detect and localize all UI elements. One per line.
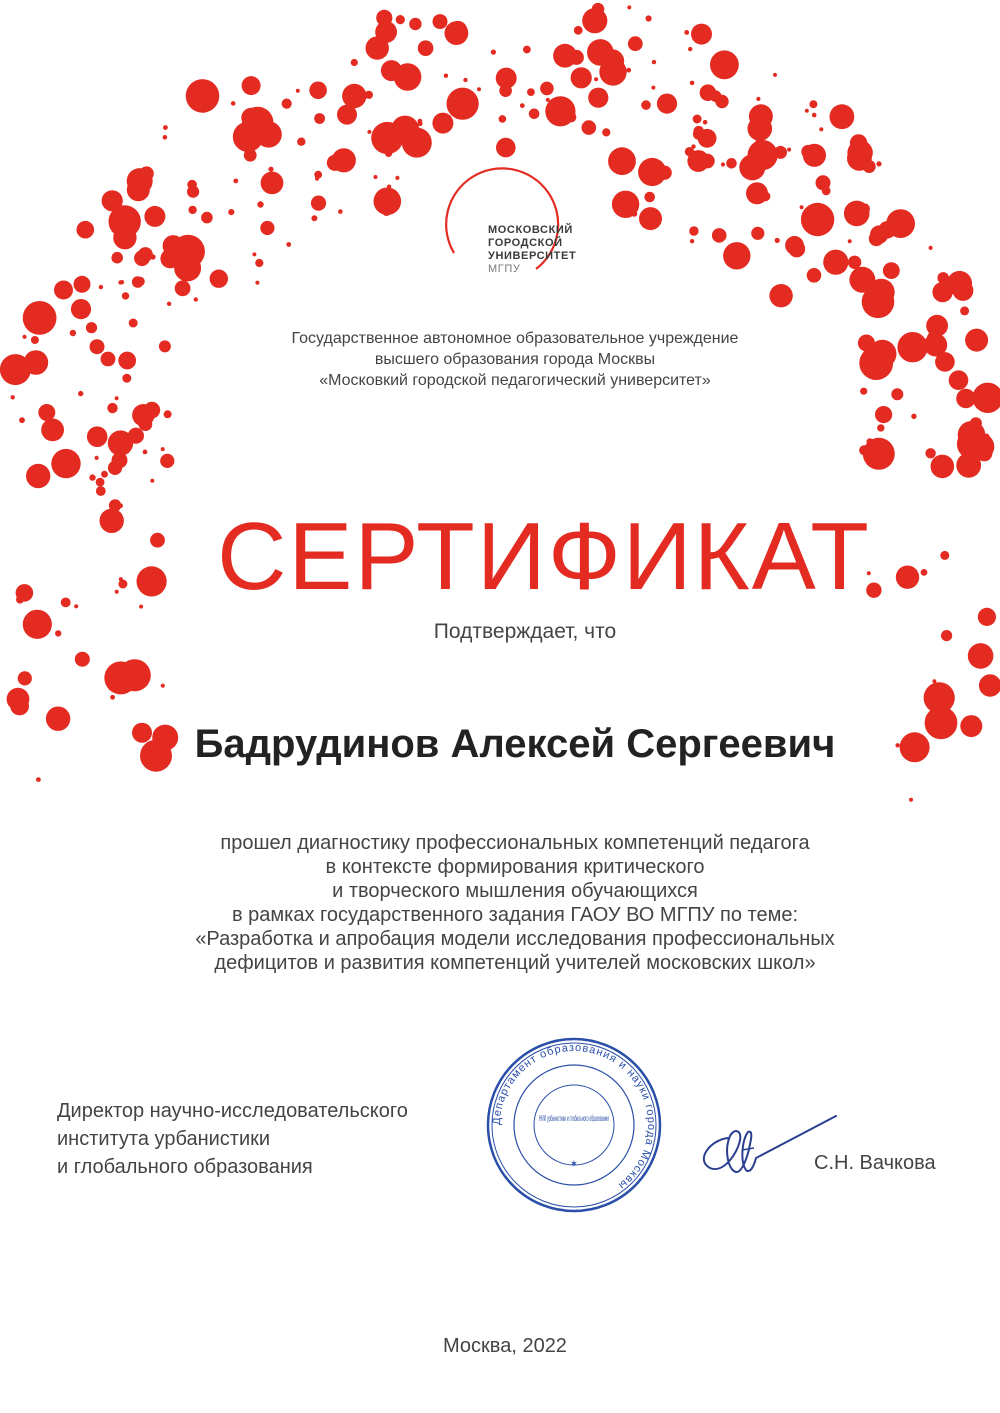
decorative-dot bbox=[710, 50, 739, 79]
decorative-dot bbox=[773, 73, 777, 77]
decorative-dot bbox=[690, 239, 694, 243]
decorative-dot bbox=[139, 605, 143, 609]
logo-line: МОСКОВСКИЙ bbox=[488, 224, 573, 236]
decorative-dot bbox=[723, 242, 750, 269]
decorative-dot bbox=[30, 354, 41, 365]
decorative-dot bbox=[651, 86, 655, 90]
decorative-dot bbox=[927, 331, 941, 345]
decorative-dot bbox=[947, 271, 972, 296]
decorative-dot bbox=[529, 109, 540, 120]
decorative-dot bbox=[960, 306, 969, 315]
decorative-dot bbox=[444, 74, 448, 78]
decorative-dot bbox=[374, 175, 378, 179]
decorative-dot bbox=[594, 77, 598, 81]
decorative-dot bbox=[867, 438, 874, 445]
decorative-dot bbox=[99, 285, 103, 289]
decorative-dot bbox=[22, 335, 26, 339]
position-line: Директор научно-исследовательского bbox=[57, 1100, 408, 1122]
decorative-dot bbox=[690, 81, 695, 86]
decorative-dot bbox=[134, 250, 150, 266]
decorative-dot bbox=[540, 82, 554, 96]
decorative-dot bbox=[122, 292, 129, 299]
decorative-dot bbox=[574, 26, 583, 35]
decorative-dot bbox=[74, 604, 78, 608]
signer-name: С.Н. Вачкова bbox=[814, 1152, 936, 1174]
decorative-dot bbox=[111, 252, 123, 264]
recipient-name: Бадрудинов Алексей Сергеевич bbox=[194, 722, 836, 766]
description-line: «Разработка и апробация модели исследования профессиональных bbox=[195, 928, 835, 950]
decorative-dot bbox=[800, 205, 804, 209]
decorative-dot bbox=[233, 179, 238, 184]
decorative-dot bbox=[721, 162, 725, 166]
decorative-dot bbox=[233, 122, 263, 152]
decorative-dot bbox=[418, 121, 423, 126]
institution-line: «Московкий городской педагогический университет» bbox=[319, 372, 711, 389]
decorative-dot bbox=[311, 196, 326, 211]
decorative-dot bbox=[210, 270, 228, 288]
decorative-dot bbox=[194, 297, 198, 301]
position-line: института урбанистики bbox=[57, 1128, 271, 1150]
achievement-description bbox=[90, 831, 940, 975]
decorative-dot bbox=[447, 88, 479, 120]
decorative-dot bbox=[396, 15, 405, 24]
decorative-dot bbox=[863, 160, 876, 173]
decorative-dot bbox=[477, 87, 481, 91]
decorative-dot bbox=[175, 280, 191, 296]
decorative-dot bbox=[16, 584, 34, 602]
institution-line: высшего образования города Москвы bbox=[374, 351, 656, 368]
decorative-dot bbox=[268, 167, 273, 172]
decorative-dot bbox=[118, 580, 127, 589]
decorative-dot bbox=[46, 707, 70, 731]
stamp-inner-text: НИИ урбанистики и глобального образования bbox=[539, 1113, 610, 1123]
decorative-dot bbox=[23, 610, 52, 639]
decorative-dot bbox=[877, 424, 884, 431]
decorative-dot bbox=[925, 448, 935, 458]
decorative-dot bbox=[297, 138, 305, 146]
decorative-dot bbox=[822, 187, 831, 196]
decorative-dot bbox=[691, 144, 695, 148]
decorative-dot bbox=[338, 209, 343, 214]
decorative-dot bbox=[657, 94, 677, 114]
decorative-dot bbox=[749, 104, 773, 128]
decorative-dot bbox=[755, 140, 763, 148]
decorative-dot bbox=[909, 798, 913, 802]
decorative-dot bbox=[463, 78, 467, 82]
decorative-dot bbox=[117, 213, 125, 221]
decorative-dot bbox=[132, 276, 144, 288]
decorative-dot bbox=[582, 120, 597, 135]
decorative-dot bbox=[812, 113, 817, 118]
decorative-dot bbox=[128, 428, 144, 444]
decorative-dot bbox=[958, 421, 986, 449]
institution-name bbox=[200, 328, 830, 391]
decorative-dot bbox=[314, 113, 325, 124]
decorative-dot bbox=[31, 336, 39, 344]
decorative-dot bbox=[805, 109, 809, 113]
decorative-dot bbox=[571, 67, 592, 88]
decorative-dot bbox=[911, 414, 916, 419]
decorative-dot bbox=[940, 551, 949, 560]
decorative-dot bbox=[165, 459, 170, 464]
decorative-dot bbox=[646, 15, 652, 21]
decorative-dot bbox=[688, 47, 692, 51]
decorative-dot bbox=[787, 148, 791, 152]
decorative-dot bbox=[86, 322, 97, 333]
decorative-dot bbox=[848, 239, 852, 243]
certificate-title: СЕРТИФИКАТ bbox=[217, 503, 871, 610]
decorative-dot bbox=[36, 777, 41, 782]
decorative-dot bbox=[255, 259, 263, 267]
decorative-dot bbox=[933, 702, 949, 718]
decorative-dot bbox=[879, 221, 896, 238]
decorative-dot bbox=[139, 185, 143, 189]
decorative-dot bbox=[74, 276, 91, 293]
decorative-dot bbox=[499, 84, 512, 97]
decorative-dot bbox=[184, 250, 193, 259]
decorative-dot bbox=[228, 209, 234, 215]
decorative-dot bbox=[187, 180, 197, 190]
decorative-dot bbox=[602, 128, 610, 136]
decorative-dot bbox=[366, 36, 389, 59]
decorative-dot bbox=[201, 212, 213, 224]
decorative-dot bbox=[689, 226, 698, 235]
decorative-dot bbox=[726, 158, 737, 169]
decorative-dot bbox=[860, 388, 867, 395]
institution-line: Государственное автономное образовательное учреждение bbox=[291, 330, 739, 347]
decorative-dot bbox=[55, 630, 61, 636]
decorative-dot bbox=[242, 76, 261, 95]
decorative-dot bbox=[965, 329, 988, 352]
decorative-dot bbox=[523, 46, 531, 54]
decorative-dot bbox=[545, 96, 575, 126]
decorative-dot bbox=[90, 339, 105, 354]
decorative-dot bbox=[801, 203, 834, 236]
decorative-dot bbox=[54, 281, 73, 300]
decorative-dot bbox=[150, 479, 154, 483]
decorative-dot bbox=[641, 100, 651, 110]
decorative-dot bbox=[807, 268, 822, 283]
decorative-dot bbox=[110, 695, 115, 700]
stamp-outer-text: Департамент образования и науки города Москвы bbox=[490, 1041, 658, 1193]
decorative-dot bbox=[78, 391, 83, 396]
decorative-dot bbox=[693, 115, 702, 124]
decorative-dot bbox=[949, 370, 969, 390]
decorative-dot bbox=[979, 674, 1000, 696]
decorative-dot bbox=[23, 301, 57, 335]
decorative-dot bbox=[432, 113, 453, 134]
decorative-dot bbox=[527, 88, 535, 96]
decorative-dot bbox=[644, 192, 655, 203]
decorative-dot bbox=[19, 417, 25, 423]
decorative-dot bbox=[110, 356, 115, 361]
decorative-dot bbox=[132, 210, 136, 214]
description-line: прошел диагностику профессиональных компетенций педагога bbox=[220, 832, 810, 854]
decorative-dot bbox=[712, 228, 727, 243]
decorative-dot bbox=[769, 284, 792, 307]
decorative-dot bbox=[351, 59, 358, 66]
decorative-dot bbox=[260, 221, 274, 235]
decorative-dot bbox=[608, 147, 636, 175]
decorative-dot bbox=[819, 127, 823, 131]
decorative-dot bbox=[553, 44, 577, 68]
decorative-dot bbox=[101, 471, 108, 478]
decorative-dot bbox=[77, 221, 95, 239]
decorative-dot bbox=[255, 281, 259, 285]
logo-line: УНИВЕРСИТЕТ bbox=[488, 250, 577, 262]
decorative-dot bbox=[38, 404, 55, 421]
decorative-dot bbox=[788, 240, 805, 257]
decorative-dot bbox=[159, 340, 171, 352]
description-line: дефицитов и развития компетенций учителей московских школ» bbox=[214, 952, 816, 974]
decorative-dot bbox=[960, 715, 982, 737]
decorative-dot bbox=[698, 129, 717, 148]
decorative-dot bbox=[628, 36, 643, 51]
decorative-dot bbox=[96, 478, 105, 487]
decorative-dot bbox=[803, 144, 826, 167]
decorative-dot bbox=[496, 138, 516, 158]
decorative-dot bbox=[932, 679, 936, 683]
decorative-dot bbox=[89, 474, 95, 480]
decorative-dot bbox=[582, 8, 607, 33]
decorative-dot bbox=[161, 447, 165, 451]
decorative-dot bbox=[941, 630, 952, 641]
description-line: в рамках государственного задания ГАОУ ВО МГПУ по теме: bbox=[231, 904, 799, 926]
decorative-dot bbox=[144, 206, 165, 227]
decorative-dot bbox=[491, 50, 496, 55]
decorative-dot bbox=[891, 388, 903, 400]
decorative-dot bbox=[132, 404, 154, 426]
position-line: и глобального образования bbox=[57, 1156, 313, 1178]
description-line: в контексте формирования критического bbox=[325, 856, 705, 878]
decorative-dot bbox=[112, 452, 128, 468]
decorative-dot bbox=[286, 242, 291, 247]
decorative-dot bbox=[311, 215, 317, 221]
decorative-dot bbox=[164, 410, 172, 418]
decorative-dot bbox=[257, 201, 263, 207]
decorative-dot bbox=[120, 280, 124, 284]
decorative-dot bbox=[830, 104, 855, 129]
decorative-dot bbox=[775, 238, 780, 243]
decorative-dot bbox=[684, 30, 689, 35]
decorative-dot bbox=[41, 419, 64, 442]
decorative-dot bbox=[876, 161, 881, 166]
decorative-dot bbox=[163, 135, 168, 140]
decorative-dot bbox=[748, 162, 754, 168]
decorative-dot bbox=[823, 250, 848, 275]
logo-line: МГПУ bbox=[488, 263, 521, 275]
decorative-dot bbox=[341, 150, 345, 154]
decorative-dot bbox=[520, 103, 525, 108]
decorative-dot bbox=[703, 120, 708, 125]
decorative-dot bbox=[639, 207, 662, 230]
decorative-dot bbox=[118, 503, 123, 508]
decorative-dot bbox=[309, 82, 327, 100]
decorative-dot bbox=[897, 332, 927, 362]
confirmation-text: Подтверждает, что bbox=[433, 620, 617, 643]
decorative-dot bbox=[102, 190, 123, 211]
decorative-dot bbox=[113, 226, 136, 249]
decorative-dot bbox=[596, 9, 600, 13]
decorative-dot bbox=[626, 68, 631, 73]
decorative-dot bbox=[868, 340, 896, 368]
decorative-dot bbox=[658, 166, 672, 180]
decorative-dot bbox=[499, 115, 507, 123]
decorative-dot bbox=[327, 155, 343, 171]
decorative-dot bbox=[929, 246, 933, 250]
decorative-dot bbox=[115, 396, 119, 400]
decorative-dot bbox=[26, 464, 50, 488]
decorative-dot bbox=[24, 694, 29, 699]
decorative-dot bbox=[409, 18, 421, 30]
decorative-dot bbox=[868, 279, 895, 306]
decorative-dot bbox=[188, 206, 196, 214]
decorative-dot bbox=[859, 203, 870, 214]
svg-text:✶: ✶ bbox=[569, 1159, 579, 1170]
decorative-dot bbox=[761, 192, 771, 202]
decorative-dot bbox=[376, 10, 392, 26]
decorative-dot bbox=[715, 95, 728, 108]
decorative-dot bbox=[691, 24, 712, 45]
decorative-dot bbox=[11, 395, 15, 399]
decorative-dot bbox=[296, 89, 300, 93]
decorative-dot bbox=[186, 79, 220, 113]
decorative-dot bbox=[96, 486, 106, 496]
decorative-dot bbox=[61, 598, 71, 608]
decorative-dot bbox=[612, 191, 639, 218]
decorative-dot bbox=[850, 134, 867, 151]
decorative-dot bbox=[115, 590, 119, 594]
decorative-dot bbox=[161, 684, 165, 688]
decorative-dot bbox=[418, 40, 434, 56]
decorative-dot bbox=[588, 88, 608, 108]
decorative-dot bbox=[139, 166, 153, 180]
decorative-dot bbox=[809, 100, 817, 108]
decorative-dot bbox=[546, 98, 550, 102]
description-line: и творческого мышления обучающихся bbox=[332, 880, 698, 902]
decorative-dot bbox=[122, 374, 131, 383]
decorative-dot bbox=[433, 14, 448, 29]
decorative-dot bbox=[202, 109, 206, 113]
decorative-dot bbox=[973, 383, 1000, 413]
place-and-date: Москва, 2022 bbox=[443, 1335, 567, 1357]
university-logo-text bbox=[488, 224, 576, 276]
decorative-dot bbox=[129, 319, 138, 328]
decorative-dot bbox=[968, 643, 994, 669]
signer-position bbox=[57, 1097, 408, 1181]
decorative-dot bbox=[978, 608, 996, 626]
decorative-dot bbox=[335, 163, 340, 168]
decorative-dot bbox=[394, 63, 422, 91]
decorative-dot bbox=[51, 449, 80, 478]
decorative-dot bbox=[143, 450, 148, 455]
decorative-dot bbox=[700, 84, 717, 101]
decorative-dot bbox=[395, 176, 399, 180]
decorative-dot bbox=[70, 330, 76, 336]
decorative-dot bbox=[18, 671, 32, 685]
decorative-dot bbox=[75, 652, 90, 667]
decorative-dot bbox=[374, 188, 402, 216]
decorative-dot bbox=[95, 456, 99, 460]
decorative-dot bbox=[391, 116, 419, 144]
decorative-dot bbox=[231, 101, 236, 106]
decorative-dot bbox=[252, 252, 256, 256]
decorative-dot bbox=[160, 249, 180, 269]
decorative-dot bbox=[652, 60, 656, 64]
decorative-dot bbox=[956, 453, 981, 478]
decorative-dot bbox=[167, 302, 171, 306]
decorative-dot bbox=[756, 97, 760, 101]
decorative-dot bbox=[687, 150, 709, 172]
decorative-dot bbox=[935, 352, 955, 372]
decorative-dot bbox=[282, 99, 292, 109]
decorative-dot bbox=[104, 661, 137, 694]
decorative-dot bbox=[627, 5, 631, 9]
decorative-dot bbox=[71, 299, 91, 319]
decorative-dot bbox=[445, 21, 469, 45]
decorative-dot bbox=[261, 172, 284, 195]
logo-line: ГОРОДСКОЙ bbox=[488, 237, 563, 249]
decorative-dot bbox=[751, 227, 764, 240]
decorative-dot bbox=[367, 130, 371, 134]
decorative-dot bbox=[315, 177, 319, 181]
decorative-dot bbox=[931, 455, 955, 479]
official-stamp bbox=[484, 1035, 664, 1215]
handwritten-signature bbox=[690, 1100, 840, 1190]
decorative-dot bbox=[875, 406, 892, 423]
decorative-dot bbox=[883, 262, 900, 279]
decorative-dot bbox=[7, 688, 30, 711]
decorative-dot bbox=[100, 509, 124, 533]
decorative-dot bbox=[163, 125, 168, 130]
decorative-dot bbox=[118, 352, 136, 370]
decorative-dot bbox=[848, 256, 861, 269]
decorative-dot bbox=[600, 49, 624, 73]
decorative-dot bbox=[87, 426, 108, 447]
decorative-dot bbox=[342, 84, 366, 108]
decorative-dot bbox=[107, 403, 117, 413]
